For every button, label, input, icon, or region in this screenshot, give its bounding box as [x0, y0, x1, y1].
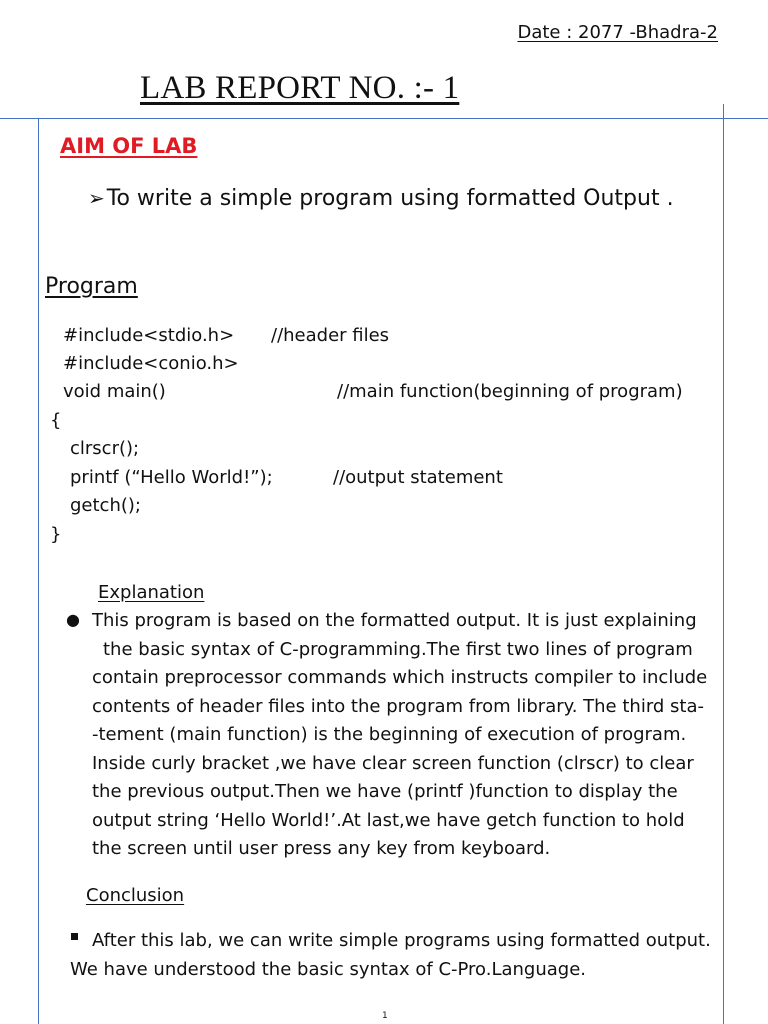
code-line: clrscr(); [70, 438, 140, 459]
bullet-dot-icon: ● [66, 610, 80, 629]
code-line: printf (“Hello World!”); [70, 467, 273, 488]
conclusion-line: We have understood the basic syntax of C-Pro.Language. [70, 959, 587, 980]
code-comment: //output statement [333, 467, 503, 488]
explanation-heading: Explanation [98, 582, 205, 603]
report-title: LAB REPORT NO. :- 1 [140, 70, 460, 106]
page-border-right [723, 104, 724, 1024]
explanation-line: This program is based on the formatted output. It is just explaining [92, 610, 697, 631]
aim-heading: AIM OF LAB [60, 134, 198, 158]
aim-item [88, 186, 674, 211]
code-line: #include<conio.h> [63, 353, 239, 374]
explanation-line: contain preprocessor commands which instructs compiler to include [92, 667, 708, 688]
code-line: { [50, 410, 62, 431]
report-date: Date : 2077 -Bhadra-2 [517, 22, 718, 43]
explanation-line: Inside curly bracket ,we have clear screen function (clrscr) to clear [92, 753, 694, 774]
page-number: 1 [382, 1011, 388, 1021]
code-line: #include<stdio.h> [63, 325, 235, 346]
page-border-left [38, 118, 39, 1024]
explanation-line: output string ‘Hello World!’.At last,we have getch function to hold [92, 810, 685, 831]
explanation-line: -tement (main function) is the beginning of execution of program. [92, 724, 687, 745]
page-border-top [0, 118, 768, 119]
conclusion-line: After this lab, we can write simple programs using formatted output. [92, 930, 711, 951]
code-comment: //main function(beginning of program) [337, 381, 683, 402]
explanation-line: contents of header files into the program from library. The third sta- [92, 696, 705, 717]
code-comment: //header files [271, 325, 390, 346]
conclusion-heading: Conclusion [86, 885, 185, 906]
explanation-line: the screen until user press any key from keyboard. [92, 838, 551, 859]
program-heading: Program [45, 274, 138, 299]
aim-text: To write a simple program using formatted Output . [106, 186, 674, 211]
explanation-line: the previous output.Then we have (printf )function to display the [92, 781, 678, 802]
code-line: void main() [63, 381, 166, 402]
code-line: } [50, 524, 62, 545]
code-line: getch(); [70, 495, 141, 516]
square-bullet-icon [71, 933, 78, 940]
explanation-line: the basic syntax of C-programming.The first two lines of program [103, 639, 693, 660]
arrow-bullet-icon: ➢ [88, 186, 105, 210]
